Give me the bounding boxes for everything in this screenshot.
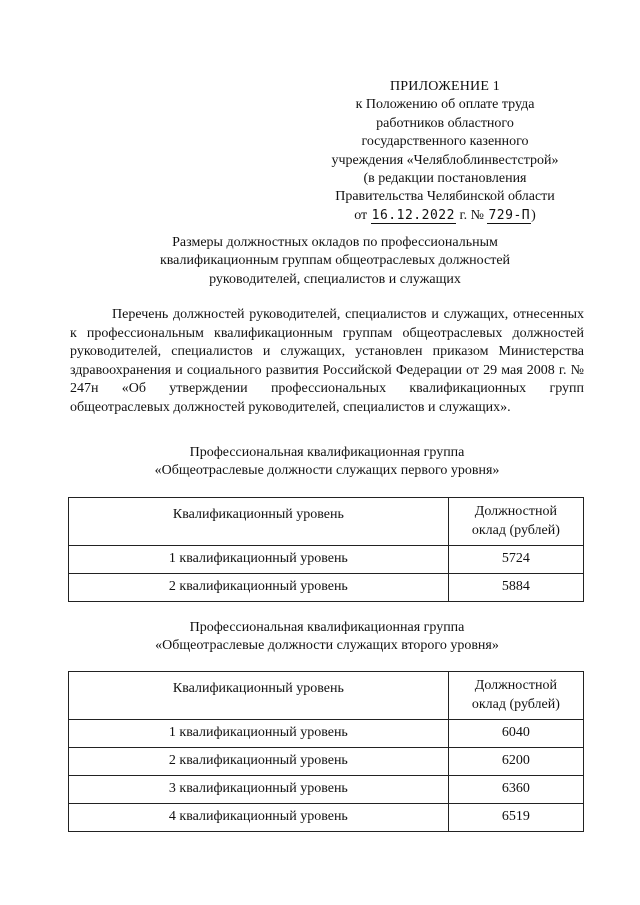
annex-block <box>320 78 570 225</box>
column-header-level: Квалификационный уровень <box>69 672 449 720</box>
closing-paren: ) <box>531 207 536 223</box>
salary-cell: 5884 <box>448 574 583 602</box>
salary-cell: 6200 <box>448 748 583 776</box>
annex-line: работников областного <box>376 115 514 131</box>
salary-table-second-level <box>68 671 584 832</box>
document-title-line: руководителей, специалистов и служащих <box>209 271 461 287</box>
table-row <box>69 720 584 748</box>
table-row <box>69 804 584 832</box>
salary-table-first-level <box>68 497 584 602</box>
group-heading <box>70 619 584 656</box>
level-cell: 1 квалификационный уровень <box>69 720 449 748</box>
annex-title: ПРИЛОЖЕНИЕ 1 <box>389 79 501 94</box>
group-heading-line: Профессиональная квалификационная группа <box>189 445 465 460</box>
table-row <box>69 574 584 602</box>
resolution-date: 16.12.2022 <box>371 207 455 223</box>
level-cell: 3 квалификационный уровень <box>69 776 449 804</box>
annex-line: Правительства Челябинской области <box>335 189 555 205</box>
annex-line: государственного казенного <box>361 134 529 150</box>
group-heading <box>70 444 584 481</box>
table-row <box>69 776 584 804</box>
column-header-salary-line: Должностной <box>474 678 557 694</box>
table-row <box>69 546 584 574</box>
salary-cell: 6360 <box>448 776 583 804</box>
annex-line: к Положению об оплате труда <box>355 97 535 113</box>
salary-cell: 5724 <box>448 546 583 574</box>
document-title-line: Размеры должностных окладов по профессиональным <box>172 235 498 250</box>
intro-paragraph: Перечень должностей руководителей, специалистов и служащих, отнесенных к профессиональным квалификационным группам общеотраслевых должностей руководителей, специалистов и служащих, установлен приказом Министерства здравоохранения и социального развития Российской Федерации от 29 мая 2008 г. № 247н «Об утверждении профессиональных квалификационных групп общеотраслевых должностей руководителей, специалистов и служащих». <box>70 307 584 415</box>
level-cell: 1 квалификационный уровень <box>69 546 449 574</box>
column-header-salary-line: Должностной <box>474 504 557 520</box>
document-title-line: квалификационным группам общеотраслевых должностей <box>159 253 511 269</box>
table-row <box>69 748 584 776</box>
level-cell: 2 квалификационный уровень <box>69 748 449 776</box>
salary-cell: 6519 <box>448 804 583 832</box>
column-header-salary-line: оклад (рублей) <box>471 522 560 538</box>
document-title <box>80 234 590 289</box>
level-cell: 2 квалификационный уровень <box>69 574 449 602</box>
group-heading-line: Профессиональная квалификационная группа <box>189 620 465 635</box>
column-header-salary <box>448 672 583 720</box>
salary-cell: 6040 <box>448 720 583 748</box>
table-header-row <box>69 672 584 720</box>
resolution-number: 729-П <box>488 207 531 223</box>
date-prefix: от <box>354 207 368 223</box>
column-header-salary <box>448 498 583 546</box>
year-number-mark: г. № <box>459 207 484 223</box>
column-header-salary-line: оклад (рублей) <box>471 696 560 712</box>
group-heading-line: «Общеотраслевые должности служащих первого уровня» <box>154 463 500 479</box>
column-header-level: Квалификационный уровень <box>69 498 449 546</box>
group-heading-line: «Общеотраслевые должности служащих второго уровня» <box>155 638 499 654</box>
annex-date-line <box>320 207 570 225</box>
annex-line: учреждения «Челяблоблинвестстрой» <box>331 152 559 168</box>
level-cell: 4 квалификационный уровень <box>69 804 449 832</box>
annex-line: (в редакции постановления <box>363 171 527 187</box>
table-header-row <box>69 498 584 546</box>
